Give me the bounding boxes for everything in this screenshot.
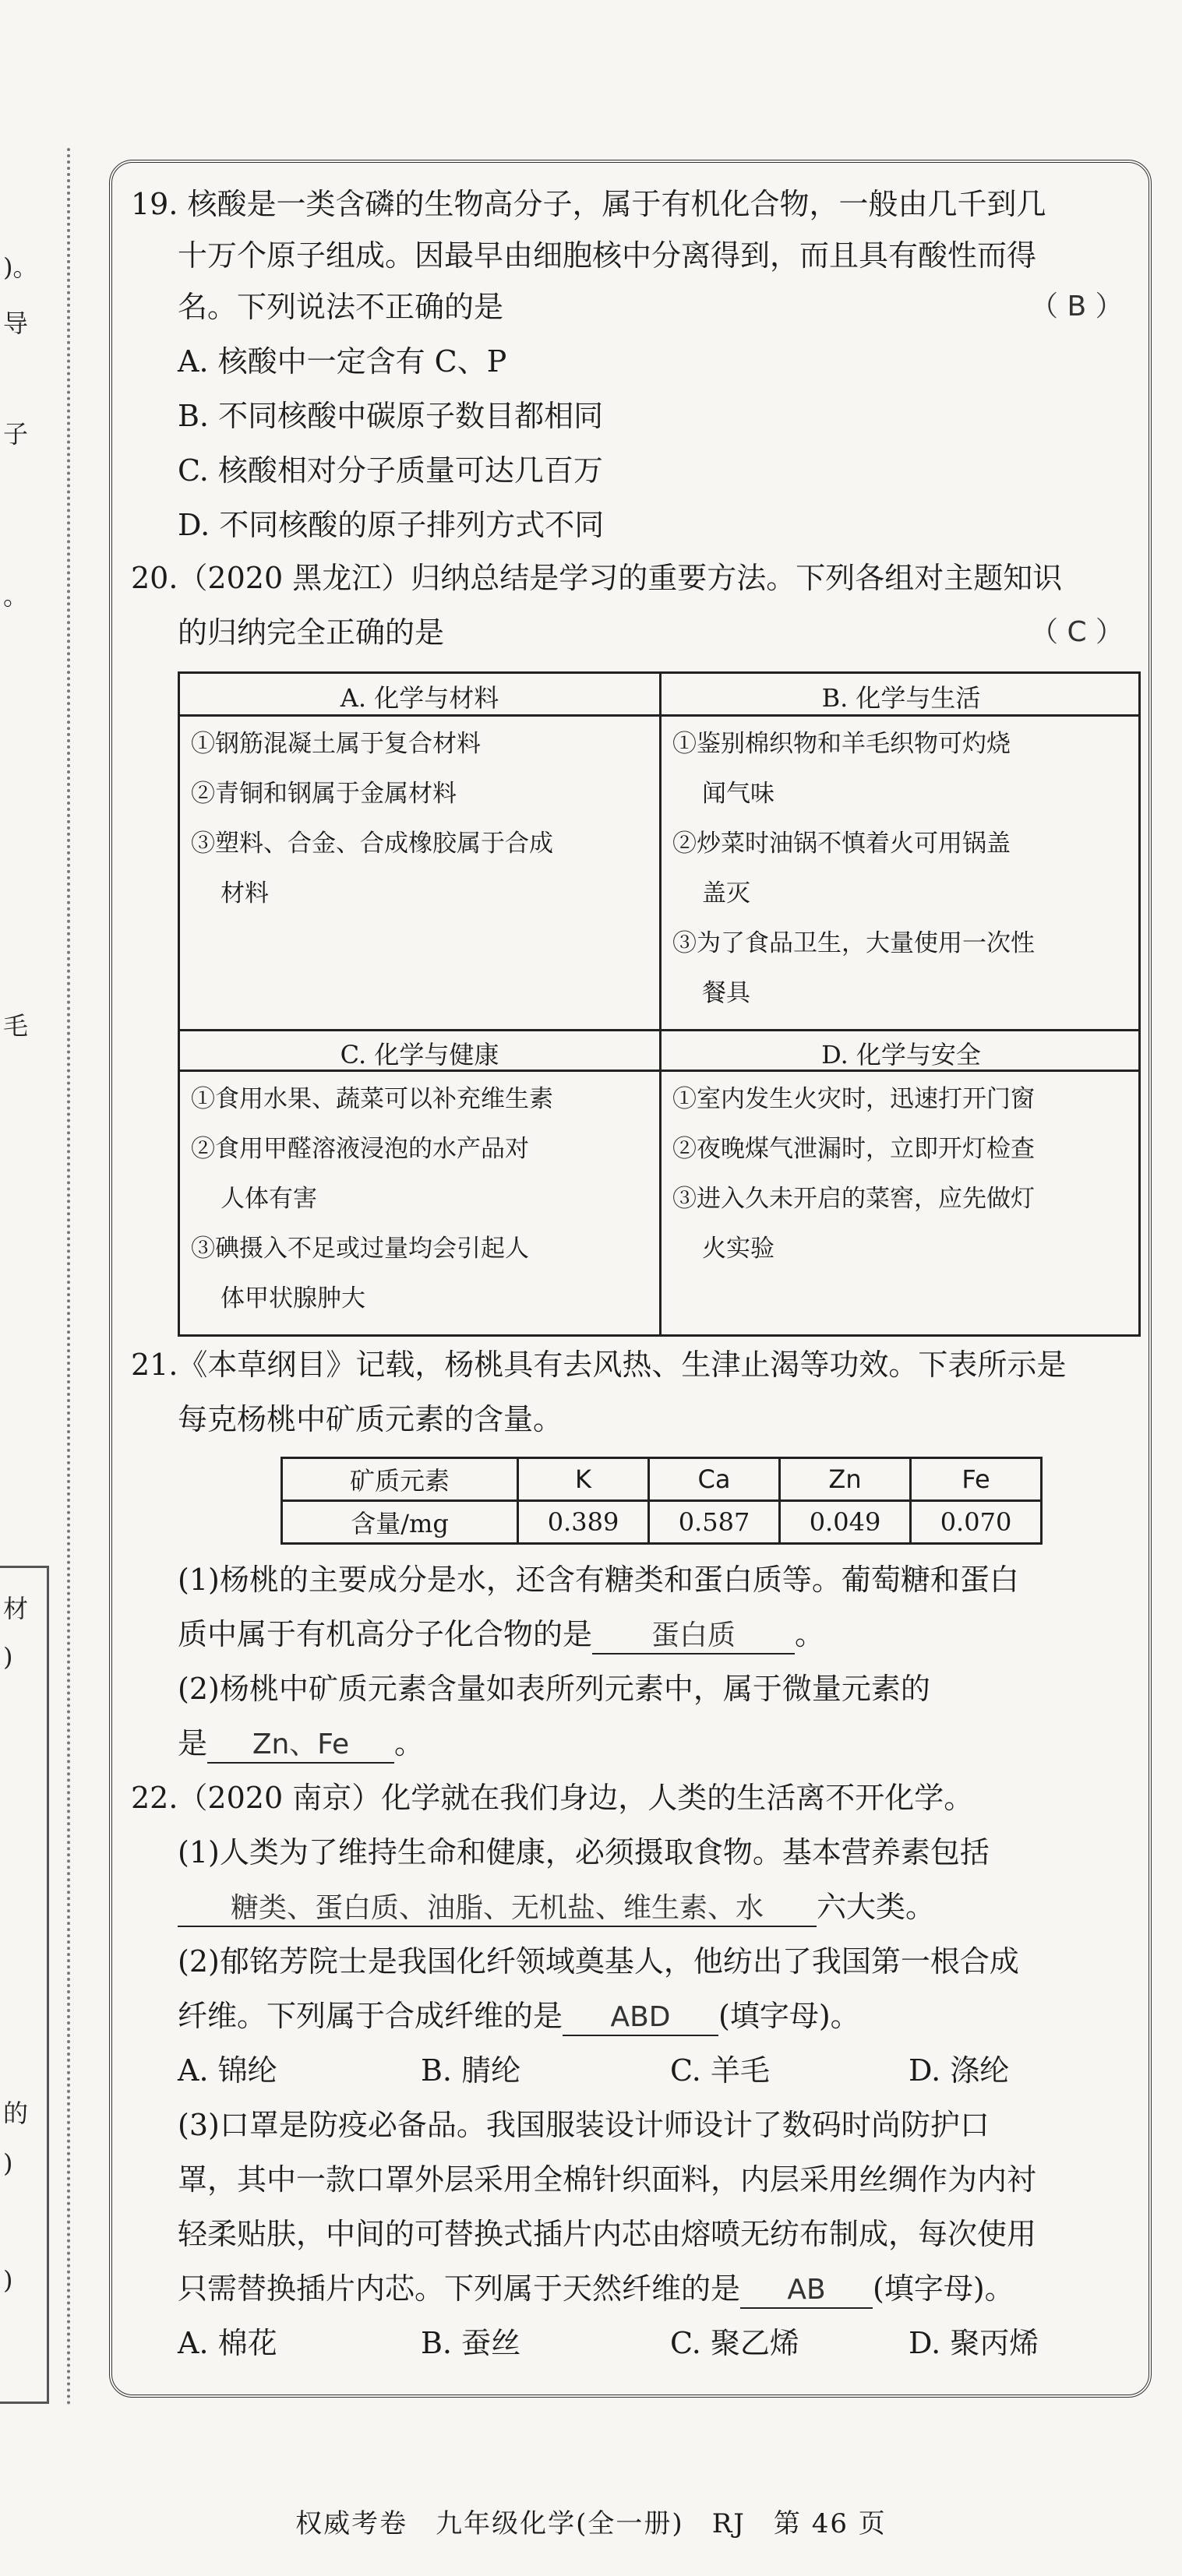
q22-part1-line1: (1)人类为了维持生命和健康，必须摄取食物。基本营养素包括 [178,1835,990,1869]
q22-part2-option-b: B. 腈纶 [421,2053,521,2088]
q22-part2-option-d: D. 涤纶 [909,2053,1010,2088]
table-divider [180,714,1138,717]
table-header-cell: 矿质元素 [282,1458,518,1501]
q20-line2: 的归纳完全正确的是 [178,615,445,650]
q21-part1-end: 。 [795,1617,825,1651]
q22-part3-prompt: 只需替换插片内芯。下列属于天然纤维的是 [178,2271,741,2306]
edge-fragment: 材 [3,1594,29,1623]
q22-part2-line2 [178,1999,860,2036]
q22-part2-end: (填字母)。 [718,1999,860,2033]
q19-line1: 19. 核酸是一类含磷的生物高分子，属于有机化合物，一般由几千到几 [131,187,1046,221]
edge-fragment: 。 [3,581,29,611]
q22-part3-option-b: B. 蚕丝 [421,2326,521,2360]
q21-part1-line2 [178,1617,824,1654]
q20-b-item: 闻气味 [702,780,774,808]
q20-c-item: ②食用甲醛溶液浸泡的水产品对 [191,1135,529,1163]
q19-option-c: C. 核酸相对分子质量可达几百万 [178,453,603,488]
q22-part3-option-d: D. 聚丙烯 [909,2326,1039,2360]
q21-mineral-table [281,1457,1043,1545]
q20-d-item: ③进入久未开启的菜窖，应先做灯 [672,1185,1035,1213]
q20-d-item: 火实验 [702,1235,774,1263]
page-footer: 权威考卷 九年级化学(全一册) RJ 第 46 页 [295,2508,887,2539]
table-cell: 含量/mg [282,1501,518,1544]
q22-part3-answer: AB [740,2273,873,2309]
q22-part3-option-c: C. 聚乙烯 [670,2326,799,2360]
table-divider [659,674,662,1334]
q22-part3-line1: (3)口罩是防疫必备品。我国服装设计师设计了数码时尚防护口 [178,2108,990,2142]
table-header-cell: Ca [649,1458,780,1501]
q22-part2-answer: ABD [563,2000,718,2036]
q20-c-item: ③碘摄入不足或过量均会引起人 [191,1235,529,1263]
q20-b-item: ③为了食品卫生，大量使用一次性 [672,929,1035,957]
q19-option-d: D. 不同核酸的原子排列方式不同 [178,508,605,542]
binding-dotted-line [67,148,70,2407]
q20-cell-a-head: A. 化学与材料 [340,683,499,713]
table-header-cell: K [518,1458,649,1501]
q20-d-item: ②夜晚煤气泄漏时，立即开灯检查 [672,1135,1035,1163]
q20-b-item: 餐具 [702,979,750,1007]
q20-table [178,671,1141,1337]
q20-b-item: 盖灭 [702,879,750,907]
q19-line2: 十万个原子组成。因最早由细胞核中分离得到，而且具有酸性而得 [178,238,1037,273]
table-row [282,1501,1042,1544]
q21-part2-line1: (2)杨桃中矿质元素含量如表所列元素中，属于微量元素的 [178,1672,930,1706]
q19-answer: （ B ） [1030,291,1124,322]
table-cell: 0.587 [649,1501,780,1544]
q20-a-item: ③塑料、合金、合成橡胶属于合成 [191,830,553,858]
edge-fragment: 的 [3,2099,29,2128]
q20-c-item: 人体有害 [221,1185,317,1213]
q22-part3-line2: 罩，其中一款口罩外层采用全棉针织面料，内层采用丝绸作为内衬 [178,2162,1037,2197]
q21-part2-prompt: 是 [178,1726,208,1760]
q21-part1-prompt: 质中属于有机高分子化合物的是 [178,1617,593,1651]
q21-part1-answer: 蛋白质 [592,1619,795,1654]
edge-fragment: 导 [3,308,29,338]
edge-fragment: 子 [3,419,29,449]
edge-bracket [0,1566,49,2404]
q22-part1-end: 六大类。 [817,1890,936,1924]
q20-line1: 20.（2020 黑龙江）归纳总结是学习的重要方法。下列各组对主题知识 [131,561,1063,595]
q20-a-item: ②青铜和钢属于金属材料 [191,780,457,808]
edge-fragment: ) [3,1642,13,1672]
table-header-cell: Fe [911,1458,1042,1501]
table-header-cell: Zn [780,1458,911,1501]
q22-part3-end: (填字母)。 [873,2271,1014,2306]
q21-part2-answer: Zn、Fe [207,1728,394,1764]
q20-cell-b-head: B. 化学与生活 [821,683,981,713]
q20-c-item: ①食用水果、蔬菜可以补充维生素 [191,1085,553,1113]
edge-fragment: ) [3,2148,13,2178]
q20-answer: （ C ） [1030,616,1124,648]
table-cell: 0.389 [518,1501,649,1544]
q21-line1: 21.《本草纲目》记载，杨桃具有去风热、生津止渴等功效。下表所示是 [131,1348,1067,1382]
q20-b-item: ①鉴别棉织物和羊毛织物可灼烧 [672,730,1011,758]
q21-part1-line1: (1)杨桃的主要成分是水，还含有糖类和蛋白质等。葡萄糖和蛋白 [178,1563,1019,1597]
q22-part3-line4 [178,2271,1014,2309]
q21-line2: 每克杨桃中矿质元素的含量。 [178,1402,563,1436]
q22-part1-answer: 糖类、蛋白质、油脂、无机盐、维生素、水 [178,1891,817,1927]
table-cell: 0.070 [911,1501,1042,1544]
q20-cell-c-head: C. 化学与健康 [340,1040,499,1070]
q22-part1-line2 [178,1890,935,1927]
q19-option-a: A. 核酸中一定含有 C、P [178,344,507,379]
table-divider [180,1029,1138,1031]
q21-part2-end: 。 [394,1726,425,1760]
table-row [282,1458,1042,1501]
q22-part2-option-a: A. 锦纶 [178,2053,277,2088]
q22-part3-line3: 轻柔贴肤，中间的可替换式插片内芯由熔喷无纺布制成，每次使用 [178,2217,1037,2251]
q20-a-item: ①钢筋混凝土属于复合材料 [191,730,481,758]
edge-fragment: )。 [3,252,38,282]
q22-part2-prompt: 纤维。下列属于合成纤维的是 [178,1999,563,2033]
q21-part2-line2 [178,1726,424,1764]
q20-d-item: ①室内发生火灾时，迅速打开门窗 [672,1085,1035,1113]
q20-cell-d-head: D. 化学与安全 [821,1040,981,1070]
edge-fragment: ) [3,2265,13,2295]
q22-part2-option-c: C. 羊毛 [670,2053,770,2088]
q20-b-item: ②炒菜时油锅不慎着火可用锅盖 [672,830,1011,858]
q20-a-item: 材料 [221,879,269,907]
table-cell: 0.049 [780,1501,911,1544]
q22-part2-line1: (2)郁铭芳院士是我国化纤领域奠基人，他纺出了我国第一根合成 [178,1944,1019,1979]
q19-option-b: B. 不同核酸中碳原子数目都相同 [178,399,604,433]
q20-c-item: 体甲状腺肿大 [221,1284,365,1313]
q22-line1: 22.（2020 南京）化学就在我们身边，人类的生活离不开化学。 [131,1781,974,1815]
edge-fragment: 毛 [3,1011,29,1041]
q19-line3: 名。下列说法不正确的是 [178,290,504,324]
q22-part3-option-a: A. 棉花 [178,2326,277,2360]
